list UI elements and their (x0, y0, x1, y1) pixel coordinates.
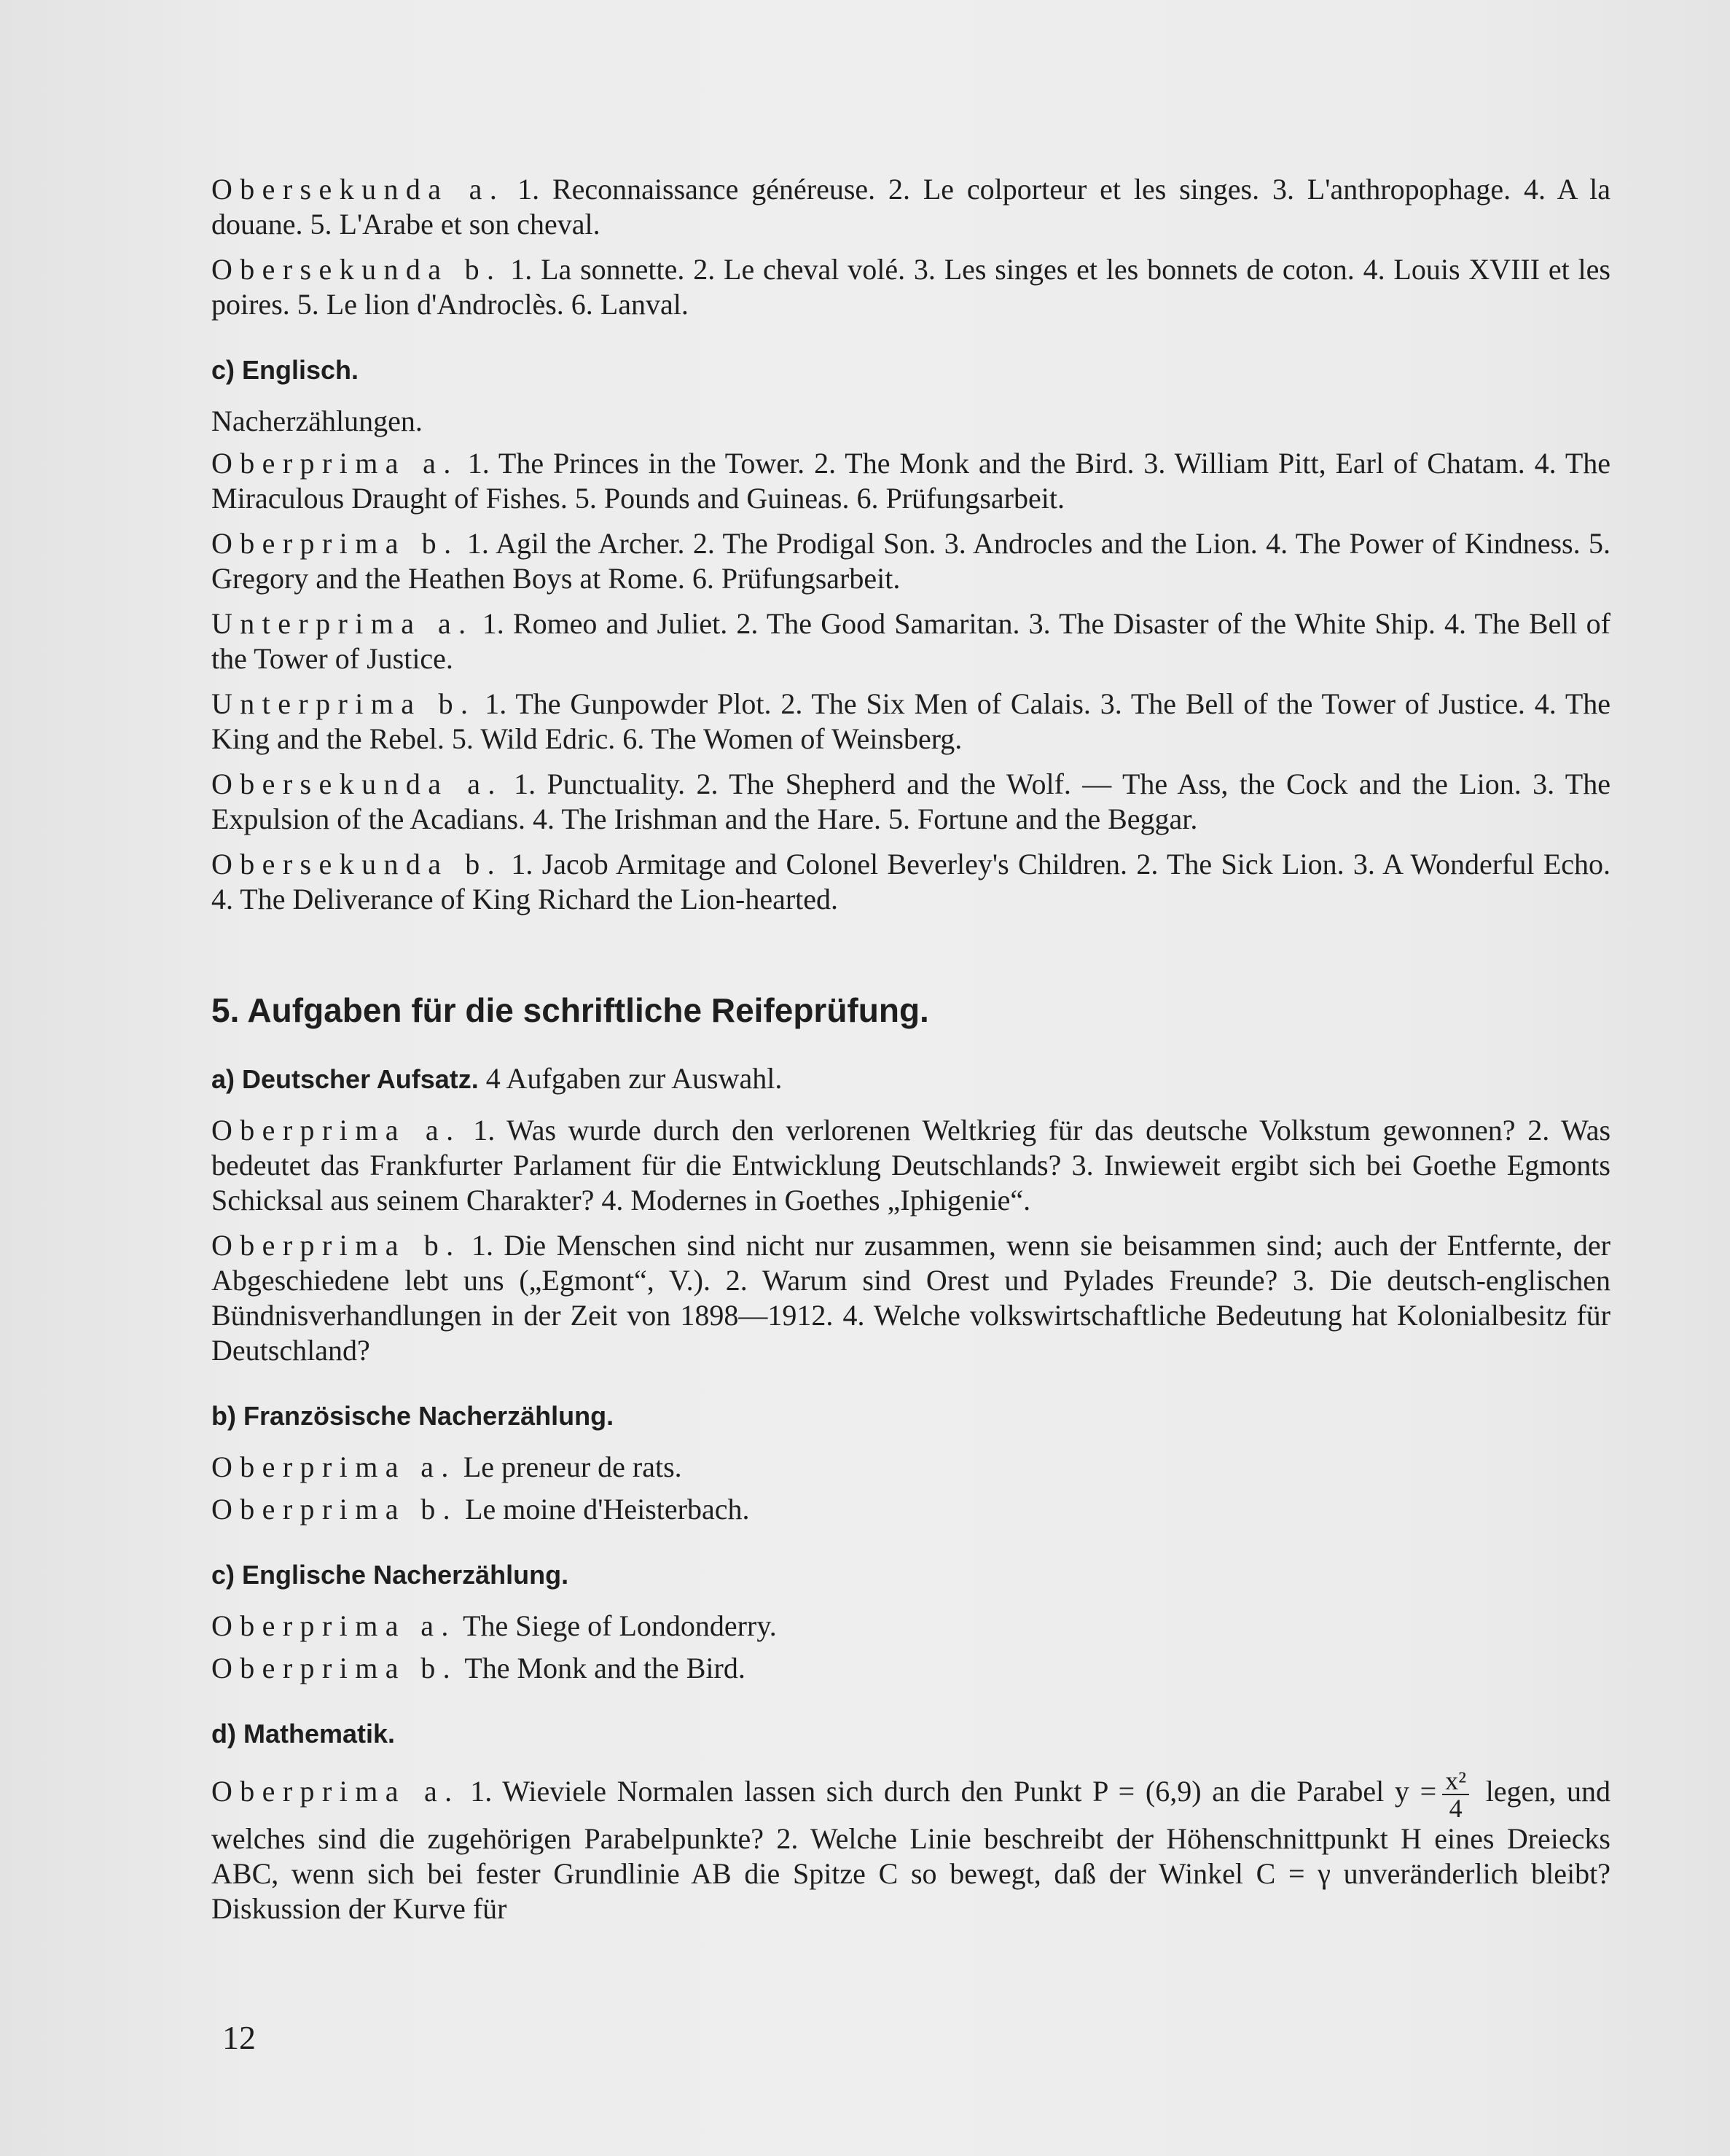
class-label: Oberprima b. (211, 1652, 458, 1684)
entry-oberprima-a-deutsch (211, 1113, 1610, 1218)
entry-oberprima-b-deutsch (211, 1228, 1610, 1368)
entry-text: 1. La sonnette. 2. Le cheval volé. 3. Les singes et les bonnets de coton. 4. Louis XVIII et les poires. 5. Le lion d'Androclès. 6. Lanval. (211, 253, 1610, 321)
class-label: Oberprima a. (211, 1609, 456, 1642)
englisch-intro: Nacherzählungen. (211, 405, 423, 437)
class-label: Unterprima a. (211, 607, 474, 640)
entry-text: 1. Was wurde durch den verlorenen Weltkrieg für das deutsche Volkstum gewonnen? 2. Was bedeutet das Frankfurter Parlament für die Entwicklung Deutschlands? 3. Inwieweit ergibt sich bei Goethe Egmonts Schicksal aus seinem Charakter? 4. Modernes in Goethes „Iphigenie“. (211, 1114, 1611, 1216)
fraction (1442, 1768, 1469, 1821)
class-label: Oberprima b. (211, 1493, 458, 1526)
entry-obersekunda-a-french (211, 172, 1610, 242)
entry-obersekunda-b-english (211, 847, 1610, 917)
entry-unterprima-b-english (211, 687, 1610, 757)
entry-text: 1. Agil the Archer. 2. The Prodigal Son. 3. Androcles and the Lion. 4. The Power of Kindness. 5. Gregory and the Heathen Boys at Rome. 6. Prüfungsarbeit. (211, 527, 1611, 595)
entry-text: 1. Reconnaissance généreuse. 2. Le colporteur et les singes. 3. L'anthropophage. 4. A la douane. 5. L'Arabe et son cheval. (211, 173, 1611, 241)
entry-text: 1. Romeo and Juliet. 2. The Good Samaritan. 3. The Disaster of the White Ship. 4. The Bell of the Tower of Justice. (211, 607, 1610, 675)
heading-text: a) Deutscher Aufsatz. (211, 1064, 479, 1094)
fraction-denominator: 4 (1449, 1794, 1463, 1823)
class-label: Oberprima b. (211, 1229, 461, 1262)
entry-text: 1. Punctuality. 2. The Shepherd and the Wolf. — The Ass, the Cock and the Lion. 3. The Expulsion of the Acadians. 4. The Irishman and the Hare. 5. Fortune and the Beggar. (211, 768, 1610, 835)
entry-oberprima-b-english (211, 526, 1610, 596)
heading-englische-nacherzaehlung: c) Englische Nacherzählung. (211, 1560, 569, 1590)
entry-obersekunda-a-english (211, 767, 1610, 837)
page-number: 12 (222, 2019, 256, 2056)
entry-oberprima-b-french-exam (211, 1492, 1610, 1527)
entry-text: 1. The Gunpowder Plot. 2. The Six Men of Calais. 3. The Bell of the Tower of Justice. 4. The King and the Rebel. 5. Wild Edric. 6. The Women of Weinsberg. (211, 687, 1611, 755)
fraction-numerator: x² (1442, 1768, 1469, 1795)
entry-text: The Siege of Londonderry. (463, 1609, 777, 1642)
entry-text: Le moine d'Heisterbach. (465, 1493, 750, 1526)
class-label: Oberprima a. (211, 1450, 456, 1483)
class-label: Obersekunda b. (211, 253, 502, 286)
heading-englisch: c) Englisch. (211, 355, 359, 385)
heading-franzoesische-nacherzaehlung: b) Französische Nacherzählung. (211, 1401, 614, 1431)
equation-lhs: y = (1394, 1775, 1437, 1808)
entry-obersekunda-b-french (211, 252, 1610, 322)
entry-text: Le preneur de rats. (463, 1450, 682, 1483)
entry-oberprima-a-english (211, 446, 1610, 516)
entry-text: 1. The Princes in the Tower. 2. The Monk and the Bird. 3. William Pitt, Earl of Chatam. 4. The Miraculous Draught of Fishes. 5. Pounds and Guineas. 6. Prüfungsarbeit. (211, 447, 1611, 515)
entry-text: 1. Jacob Armitage and Colonel Beverley's Children. 2. The Sick Lion. 3. A Wonderful Echo. 4. The Deliverance of King Richard the Lion-hearted. (211, 848, 1611, 915)
entry-oberprima-b-english-exam (211, 1651, 1610, 1686)
heading-mathematik: d) Mathematik. (211, 1719, 396, 1749)
page-content (211, 172, 1610, 1937)
entry-text-continued: legen, und welches sind die zugehörigen Parabelpunkte? 2. Welche Linie beschreibt der Höhenschnittpunkt H eines Dreiecks ABC, wenn sich bei fester Grundlinie AB die Spitze C so bewegt, daß der Winkel C = γ unveränderlich bleibt? Diskussion der Kurve für (211, 1775, 1611, 1925)
class-label: Obersekunda a. (211, 768, 503, 800)
class-label: Obersekunda b. (211, 848, 502, 880)
entry-text: 1. Die Menschen sind nicht nur zusammen, wenn sie beisammen sind; auch der Entfernte, der Abgeschiedene lebt uns („Egmont“, V.). 2. Warum sind Orest und Pylades Freunde? 3. Die deutsch-englischen Bündnisverhandlungen in der Zeit von 1898—1912. 4. Welche volkswirtschaftliche Bedeutung hat Kolonialbesitz für Deutschland? (211, 1229, 1610, 1367)
class-label: Obersekunda a. (211, 173, 505, 206)
entry-text: 1. Wieviele Normalen lassen sich durch den Punkt P = (6,9) an die Parabel (470, 1775, 1385, 1808)
heading-deutscher-aufsatz (211, 1063, 1610, 1095)
class-label: Oberprima a. (211, 1775, 460, 1808)
heading-note: 4 Aufgaben zur Auswahl. (485, 1062, 783, 1095)
class-label: Oberprima a. (211, 1114, 461, 1147)
class-label: Oberprima b. (211, 527, 459, 560)
entry-oberprima-a-mathematik (211, 1768, 1610, 1926)
entry-oberprima-a-english-exam (211, 1609, 1610, 1644)
class-label: Unterprima b. (211, 687, 476, 720)
section-heading-reifepruefung: 5. Aufgaben für die schriftliche Reifeprüfung. (211, 991, 929, 1029)
class-label: Oberprima a. (211, 447, 458, 480)
entry-unterprima-a-english (211, 606, 1610, 676)
entry-oberprima-a-french-exam (211, 1450, 1610, 1485)
entry-text: The Monk and the Bird. (464, 1652, 745, 1684)
